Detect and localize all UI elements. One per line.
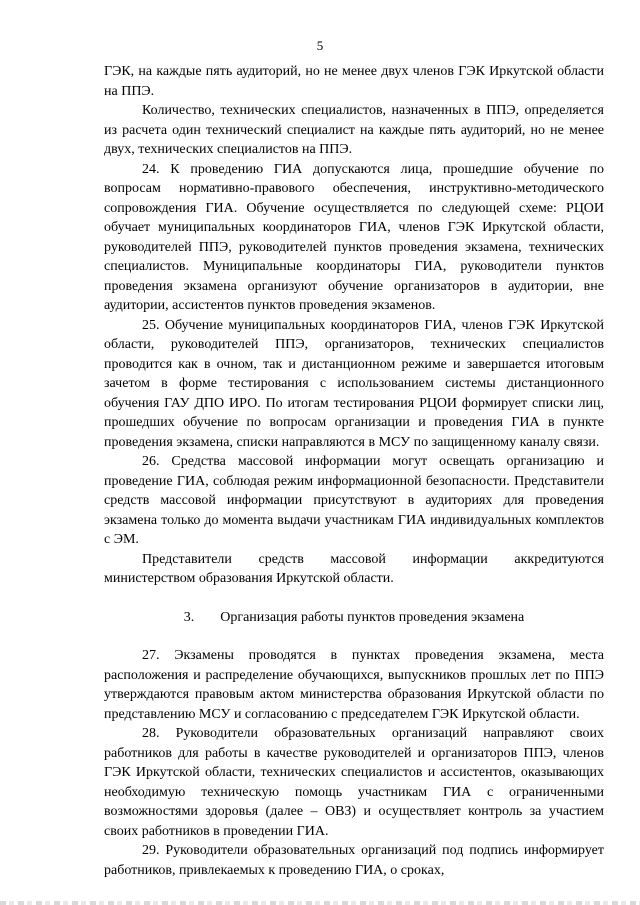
paragraph-media-accreditation: Представители средств массовой информации аккредитуются министерством образования Иркутской области. [104, 551, 604, 586]
section-number: 3. [183, 609, 195, 625]
paragraph-29-inform-workers: 29. Руководители образовательных организаций под подпись информирует работников, привлекаемых к проведению ГИА, о сроках, [104, 843, 604, 878]
paragraph-25-training-mode: 25. Обучение муниципальных координаторов ГИА, членов ГЭК Иркутской области, руководителей ППЭ, организаторов, технических специалистов проводится как в очном, так и дистанционном режиме и завершается итоговым зачетом в форме тестирования с использованием системы дистанционного обучения ГАУ ДПО ИРО. По итогам тестирования РЦОИ формирует списки лиц, прошедших обучение по вопросам организации и проведения ГИА в пункте проведения экзамена, списки направляются в МСУ по защищенному каналу связи. [104, 317, 604, 450]
page-number: 5 [316, 38, 324, 53]
document-body [104, 62, 604, 880]
scan-edge-artifact [0, 901, 640, 905]
section-heading [104, 608, 604, 628]
paragraph-24-training: 24. К проведению ГИА допускаются лица, прошедшие обучение по вопросам нормативно-правового обеспечения, инструктивно-методического сопровождения ГИА. Обучение осуществляется по следующей схеме: РЦОИ обучает муниципальных координаторов ГИА, членов ГЭК Иркутской области, руководителей ППЭ, руководителей пунктов проведения экзамена, технических специалистов. Муниципальные координаторы ГИА, руководители пунктов проведения экзамена организуют обучение организаторов в аудитории, вне аудитории, ассистентов пунктов проведения экзаменов. [104, 161, 604, 313]
paragraph-gek-per-auditoriums: ГЭК, на каждые пять аудиторий, но не менее двух членов ГЭК Иркутской области на ППЭ. [104, 64, 604, 99]
paragraph-27-exam-locations: 27. Экзамены проводятся в пунктах проведения экзамена, места расположения и распределение обучающихся, выпускников прошлых лет по ППЭ утверждаются правовым актом министерства образования Иркутской области по представлению МСУ и согласованию с председателем ГЭК Иркутской области. [104, 648, 604, 722]
paragraph-28-org-heads: 28. Руководители образовательных организаций направляют своих работников для работы в качестве руководителей и организаторов ППЭ, членов ГЭК Иркутской области, технических специалистов и ассистентов, оказывающих необходимую техническую помощь участникам ГИА с ограниченными возможностями здоровья (далее – ОВЗ) и осуществляет контроль за участием своих работников в проведении ГИА. [104, 726, 604, 839]
paragraph-tech-specialists-count: Количество, технических специалистов, назначенных в ППЭ, определяется из расчета один технический специалист на каждые пять аудиторий, но не менее двух, технических специалистов на ППЭ. [104, 103, 604, 157]
section-title: Организация работы пунктов проведения экзамена [220, 609, 525, 625]
paragraph-26-mass-media: 26. Средства массовой информации могут освещать организацию и проведение ГИА, соблюдая режим информационной безопасности. Представители средств массовой информации присутствуют в аудиториях для проведения экзамена только до момента выдачи участникам ГИА индивидуальных комплектов с ЭМ. [104, 454, 604, 547]
